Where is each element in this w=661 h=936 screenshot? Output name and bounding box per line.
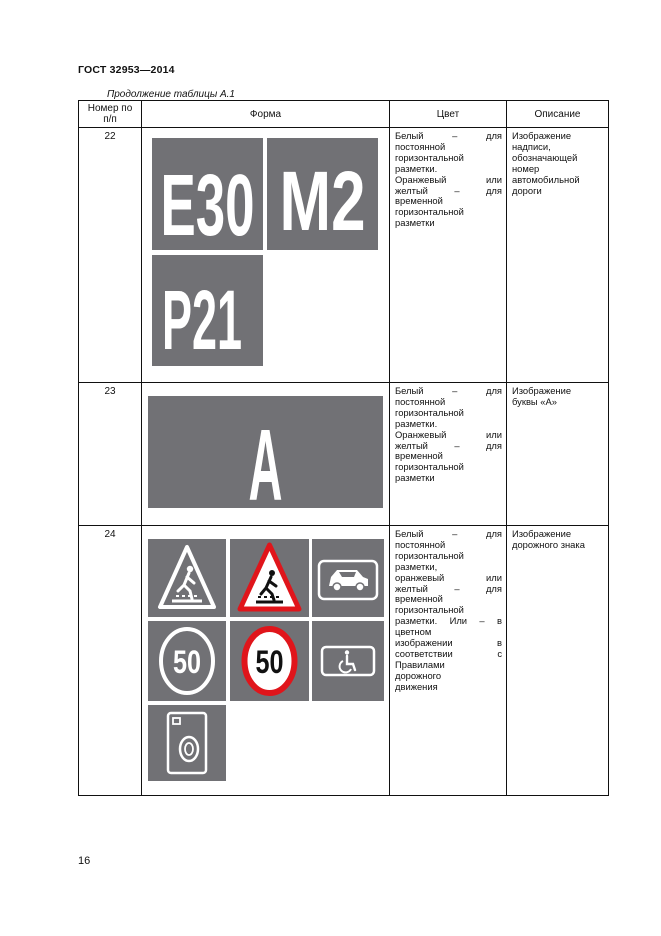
color-line: временной [395,593,443,605]
column-header-description: Описание [507,101,609,128]
description-line: надписи, [512,140,551,152]
color-line: Белый – для [395,130,502,141]
description-cell [507,526,609,796]
description-line: дорожного знака [512,538,585,550]
description-cell [507,383,609,526]
color-line: разметки [395,217,435,229]
sign-tile-speed-limit-red [230,621,309,701]
color-line: Правилами [395,658,445,670]
road-number-m2-text: M2 [279,155,366,249]
speed-limit-value: 50 [173,644,201,681]
sign-tile-camera [148,705,226,781]
table-continuation-caption: Продолжение таблицы А.1 [107,89,235,100]
description-line: дороги [512,184,542,196]
signs-table [78,100,609,796]
color-line: разметки. Или – в [395,615,502,627]
color-line: Оранжевый или [395,173,502,185]
color-cell [390,383,507,526]
color-line: горизонтальной [395,206,464,218]
row-number: 22 [79,128,142,383]
color-line: Оранжевый или [395,428,502,440]
table-header-row [79,101,609,128]
sign-tile-speed-limit [148,621,226,701]
form-cell [142,128,390,383]
table-row [79,383,609,526]
road-number-tile-p21 [152,255,263,366]
color-line: изображении в [395,637,502,649]
description-line: обозначающей [512,151,578,163]
column-header-color: Цвет [390,101,507,128]
description-line: номер [512,162,540,174]
wheelchair-icon [312,621,384,701]
form-cell [142,526,390,796]
color-line: горизонтальной [395,604,464,616]
description-line: буквы «А» [512,395,557,407]
sign-tile-pedestrian-warning [230,539,309,617]
color-line: горизонтальной [395,461,464,473]
sign-tile-car [312,539,384,617]
color-line: желтый – для [395,184,502,196]
speed-limit-red-sign-icon [230,621,309,701]
color-line: горизонтальной [395,549,464,561]
car-icon [312,539,384,617]
table-row [79,526,609,796]
description-line: Изображение [512,385,572,396]
color-line: цветном [395,626,432,638]
letter-tile [148,396,383,508]
road-number-p21-text: P21 [162,274,242,366]
row-number: 23 [79,383,142,526]
road-number-e30-text: E30 [160,155,255,250]
pedestrian-crossing-sign-icon [148,539,226,617]
road-number-tile-e30 [152,138,263,250]
page-number: 16 [78,855,91,867]
column-header-form: Форма [142,101,390,128]
table-row [79,128,609,383]
sign-tile-wheelchair [312,621,384,701]
color-line: желтый – для [395,582,502,594]
row-number: 24 [79,526,142,796]
column-header-number [79,101,142,128]
color-cell [390,526,507,796]
color-line: постоянной [395,395,446,407]
description-line: Изображение [512,130,572,141]
color-line: движения [395,680,438,692]
color-line: разметки. [395,417,438,429]
description-line: Изображение [512,528,572,539]
road-number-tile-m2 [267,138,378,250]
pedestrian-warning-sign-icon [230,539,309,617]
camera-icon [148,705,226,781]
color-line: оранжевый или [395,571,502,583]
color-line: горизонтальной [395,406,464,418]
column-header-number-line2: п/п [103,114,117,125]
color-line: разметки. [395,162,438,174]
color-line: разметки, [395,560,438,572]
column-header-number-line1: Номер по [87,103,133,114]
document-header-standard: ГОСТ 32953—2014 [78,64,175,76]
letter-a-text: A [248,408,283,508]
color-line: временной [395,195,443,207]
color-line: горизонтальной [395,151,464,163]
speed-limit-sign-icon [148,621,226,701]
speed-limit-red-value: 50 [255,644,284,681]
sign-tile-pedestrian-crossing [148,539,226,617]
color-line: временной [395,450,443,462]
color-line: желтый – для [395,439,502,451]
color-line: дорожного [395,669,442,681]
color-line: Белый – для [395,528,502,539]
form-cell [142,383,390,526]
color-line: Белый – для [395,385,502,396]
description-cell [507,128,609,383]
color-cell [390,128,507,383]
color-line: соответствии с [395,647,502,659]
color-line: постоянной [395,140,446,152]
description-line: автомобильной [512,173,580,185]
color-line: постоянной [395,538,446,550]
color-line: разметки [395,472,435,484]
